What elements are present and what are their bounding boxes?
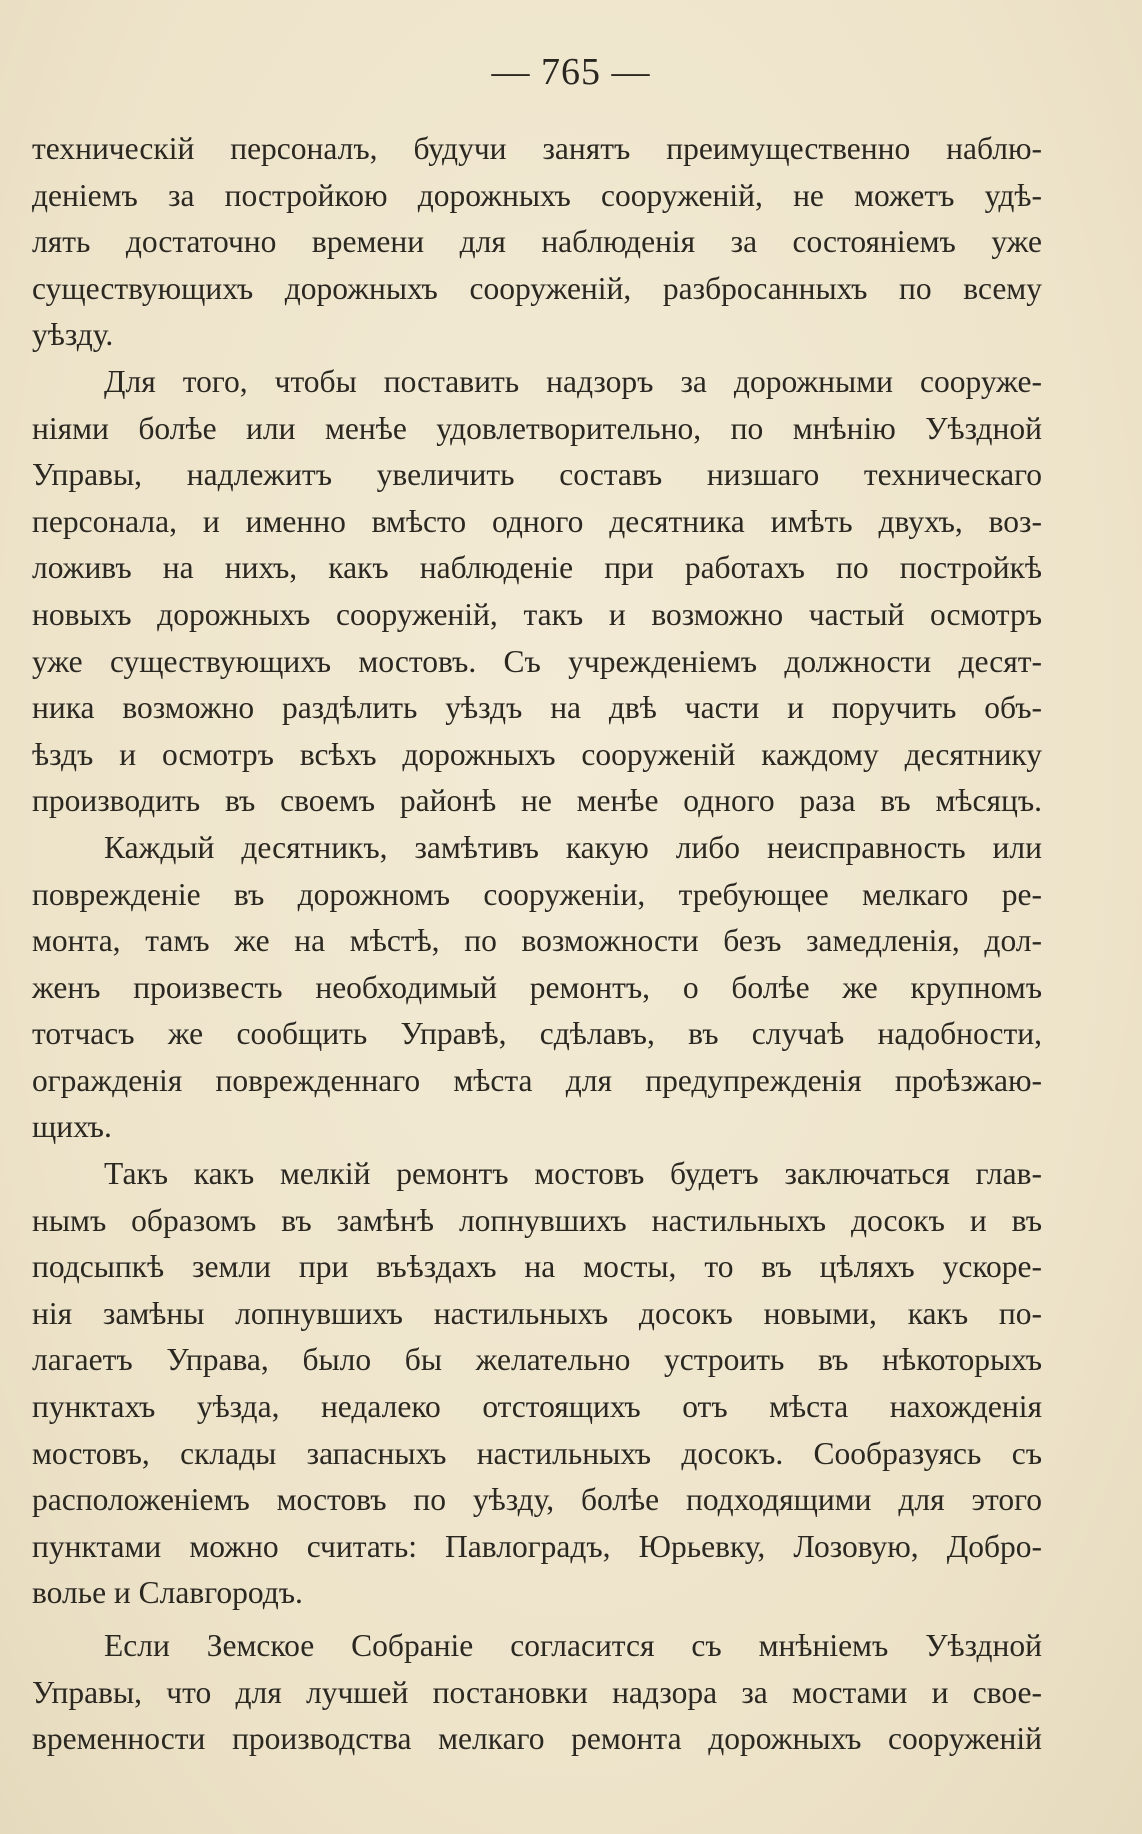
paragraph — [32, 1623, 1042, 1763]
text-line: Каждый десятникъ, замѣтивъ какую либо неисправность или — [104, 829, 1042, 865]
text-line: огражденія поврежденнаго мѣста для предупрежденія проѣзжаю- — [32, 1062, 1042, 1098]
text-line: ника возможно раздѣлить уѣздъ на двѣ части и поручить объ- — [32, 690, 1042, 726]
text-line: Управы, надлежитъ увеличить составъ низшаго техническаго — [32, 457, 1042, 493]
paragraph — [32, 359, 1042, 825]
text-line: нія замѣны лопнувшихъ настильныхъ досокъ новыми, какъ по- — [32, 1295, 1042, 1331]
text-line: подсыпкѣ земли при въѣздахъ на мосты, то въ цѣляхъ ускоре- — [32, 1249, 1042, 1285]
text-line: расположеніемъ мостовъ по уѣзду, болѣе подходящими для этого — [32, 1482, 1042, 1518]
text-line: деніемъ за постройкою дорожныхъ сооруженій, не можетъ удѣ- — [32, 177, 1042, 213]
paragraph — [32, 1151, 1042, 1617]
text-line: Такъ какъ мелкій ремонтъ мостовъ будетъ заключаться глав- — [104, 1156, 1042, 1192]
text-line: временности производства мелкаго ремонта дорожныхъ сооруженій — [32, 1721, 1042, 1757]
paragraph — [32, 126, 1042, 359]
text-line: уже существующихъ мостовъ. Съ учрежденіемъ должности десят- — [32, 643, 1042, 679]
text-line: техническій персоналъ, будучи занятъ преимущественно наблю- — [32, 131, 1042, 166]
text-line: волье и Славгородъ. — [32, 1575, 303, 1611]
text-line: щихъ. — [32, 1109, 112, 1145]
text-line: ѣздъ и осмотръ всѣхъ дорожныхъ сооруженій каждому десятнику — [32, 736, 1042, 772]
text-line: Для того, чтобы поставить надзоръ за дорожными сооруже- — [104, 363, 1042, 399]
text-line: пунктами можно считать: Павлоградъ, Юрьевку, Лозовую, Добро- — [32, 1528, 1042, 1564]
text-line: лять достаточно времени для наблюденія за состояніемъ уже — [32, 224, 1042, 260]
text-line: существующихъ дорожныхъ сооруженій, разбросанныхъ по всему — [32, 270, 1042, 306]
text-line: производить въ своемъ районѣ не менѣе одного раза въ мѣсяцъ. — [32, 783, 1042, 819]
text-line: Если Земское Собраніе согласится съ мнѣніемъ Уѣздной — [104, 1628, 1042, 1663]
text-line: новыхъ дорожныхъ сооруженій, такъ и возможно частый осмотръ — [32, 596, 1042, 632]
text-line: поврежденіе въ дорожномъ сооруженіи, требующее мелкаго ре- — [32, 876, 1042, 912]
text-line: нымъ образомъ въ замѣнѣ лопнувшихъ настильныхъ досокъ и въ — [32, 1202, 1042, 1238]
body-text — [32, 126, 1042, 1763]
text-line: ніями болѣе или менѣе удовлетворительно, по мнѣнію Уѣздной — [32, 410, 1042, 446]
text-line: мостовъ, склады запасныхъ настильныхъ досокъ. Сообразуясь съ — [32, 1435, 1042, 1471]
page-number: — 765 — — [491, 51, 651, 93]
text-line: персонала, и именно вмѣсто одного десятника имѣть двухъ, воз- — [32, 503, 1042, 539]
text-line: уѣзду. — [32, 317, 114, 353]
text-line: Управы, что для лучшей постановки надзора за мостами и свое- — [32, 1674, 1042, 1710]
paragraph — [32, 825, 1042, 1151]
text-line: лагаетъ Управа, было бы желательно устроить въ нѣкоторыхъ — [32, 1342, 1042, 1378]
text-line: ложивъ на нихъ, какъ наблюденіе при работахъ по постройкѣ — [32, 550, 1042, 586]
text-line: тотчасъ же сообщить Управѣ, сдѣлавъ, въ случаѣ надобности, — [32, 1016, 1042, 1052]
text-line: монта, тамъ же на мѣстѣ, по возможности безъ замедленія, дол- — [32, 923, 1042, 959]
text-line: пунктахъ уѣзда, недалеко отстоящихъ отъ мѣста нахожденія — [32, 1389, 1042, 1425]
text-line: женъ произвесть необходимый ремонтъ, о болѣе же крупномъ — [32, 969, 1042, 1005]
